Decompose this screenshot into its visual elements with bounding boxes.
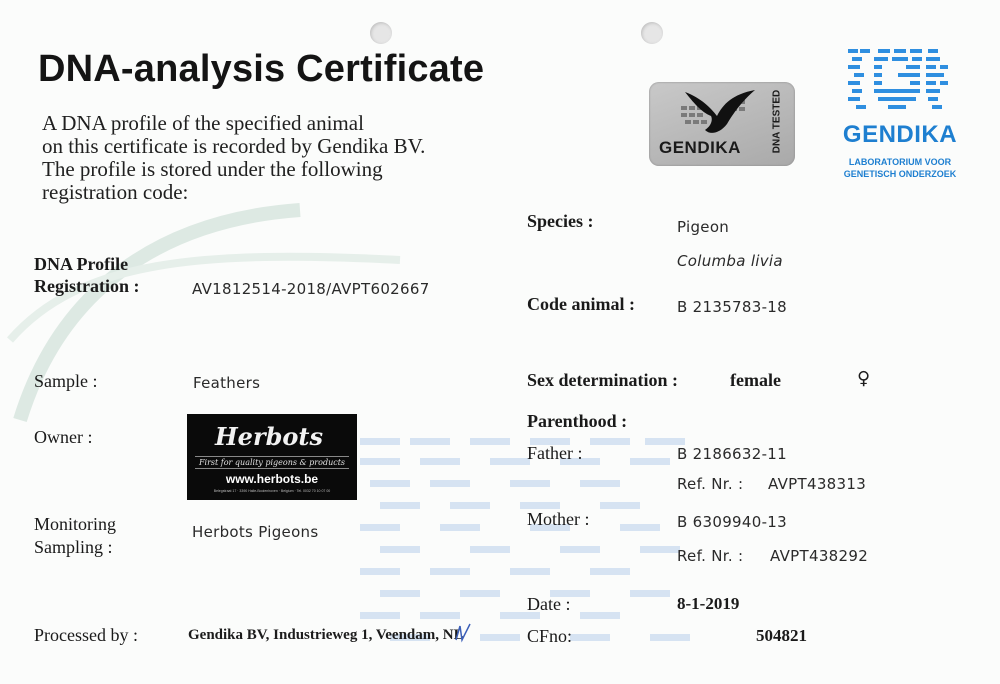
mother-ref-label: Ref. Nr. : (677, 547, 744, 565)
date-value: 8-1-2019 (677, 594, 740, 613)
sticker-side-text: DNA TESTED (771, 89, 783, 154)
herbots-logo-tagline: First for quality pigeons & products (195, 456, 349, 469)
sample-value: Feathers (193, 374, 261, 392)
father-ref-value: AVPT438313 (768, 475, 867, 493)
eagle-icon (671, 86, 761, 138)
punch-hole-right (641, 22, 663, 44)
parenthood-label: Parenthood : (527, 411, 628, 431)
intro-text: A DNA profile of the specified animal on this certificate is recorded by Gendika BV. The profile is stored under the following registration code: (42, 111, 426, 204)
registration-label: Registration : (34, 276, 140, 296)
father-ref-label: Ref. Nr. : (677, 475, 744, 493)
monitoring-value: Herbots Pigeons (192, 523, 319, 541)
watermark-pattern (360, 428, 690, 658)
sex-value: female (730, 370, 781, 390)
father-label: Father : (527, 443, 583, 463)
dna-profile-label: DNA Profile (34, 254, 129, 274)
sampling-label: Sampling : (34, 537, 113, 557)
processed-by-label: Processed by : (34, 625, 138, 645)
herbots-logo-url: www.herbots.be (225, 472, 319, 486)
gendika-logo-subtitle-1: LABORATORIUM VOOR (848, 157, 952, 167)
herbots-logo (187, 414, 357, 500)
cfno-label: CFno: (527, 626, 573, 646)
sex-determination-label: Sex determination : (527, 370, 678, 390)
dna-tested-sticker (649, 82, 795, 166)
code-animal-value: B 2135783-18 (677, 298, 787, 316)
mother-label: Mother : (527, 509, 590, 529)
father-value: B 2186632-11 (677, 445, 787, 463)
processed-by-value: Gendika BV, Industrieweg 1, Veendam, NL (188, 627, 464, 643)
cfno-value: 504821 (756, 626, 807, 645)
registration-value: AV1812514-2018/AVPT602667 (192, 280, 430, 298)
species-value: Pigeon (677, 218, 730, 236)
owner-label: Owner : (34, 427, 93, 447)
date-label: Date : (527, 594, 571, 614)
punch-hole-left (370, 22, 392, 44)
monitoring-label: Monitoring (34, 514, 117, 534)
female-symbol-icon: ♀ (857, 368, 871, 389)
species-latin-value: Columba livia (677, 252, 783, 270)
herbots-logo-name: Herbots (215, 422, 323, 451)
mother-ref-value: AVPT438292 (770, 547, 869, 565)
mother-value: B 6309940-13 (677, 513, 787, 531)
gendika-mark-icon (848, 45, 952, 119)
signature-mark (452, 622, 476, 644)
sticker-brand: GENDIKA (659, 138, 741, 157)
gendika-logo-name: GENDIKA (842, 121, 958, 148)
gendika-logo-subtitle-2: GENETISCH ONDERZOEK (843, 169, 957, 179)
gendika-logo (840, 45, 960, 185)
herbots-logo-fineprint: Belegstraat 17 · 3390 Halle-Booienhoven · Belgium · Tel. 0032 70 10 07 00 (213, 489, 331, 493)
species-label: Species : (527, 211, 594, 231)
code-animal-label: Code animal : (527, 294, 635, 314)
sample-label: Sample : (34, 371, 98, 391)
page-title: DNA-analysis Certificate (38, 48, 485, 90)
